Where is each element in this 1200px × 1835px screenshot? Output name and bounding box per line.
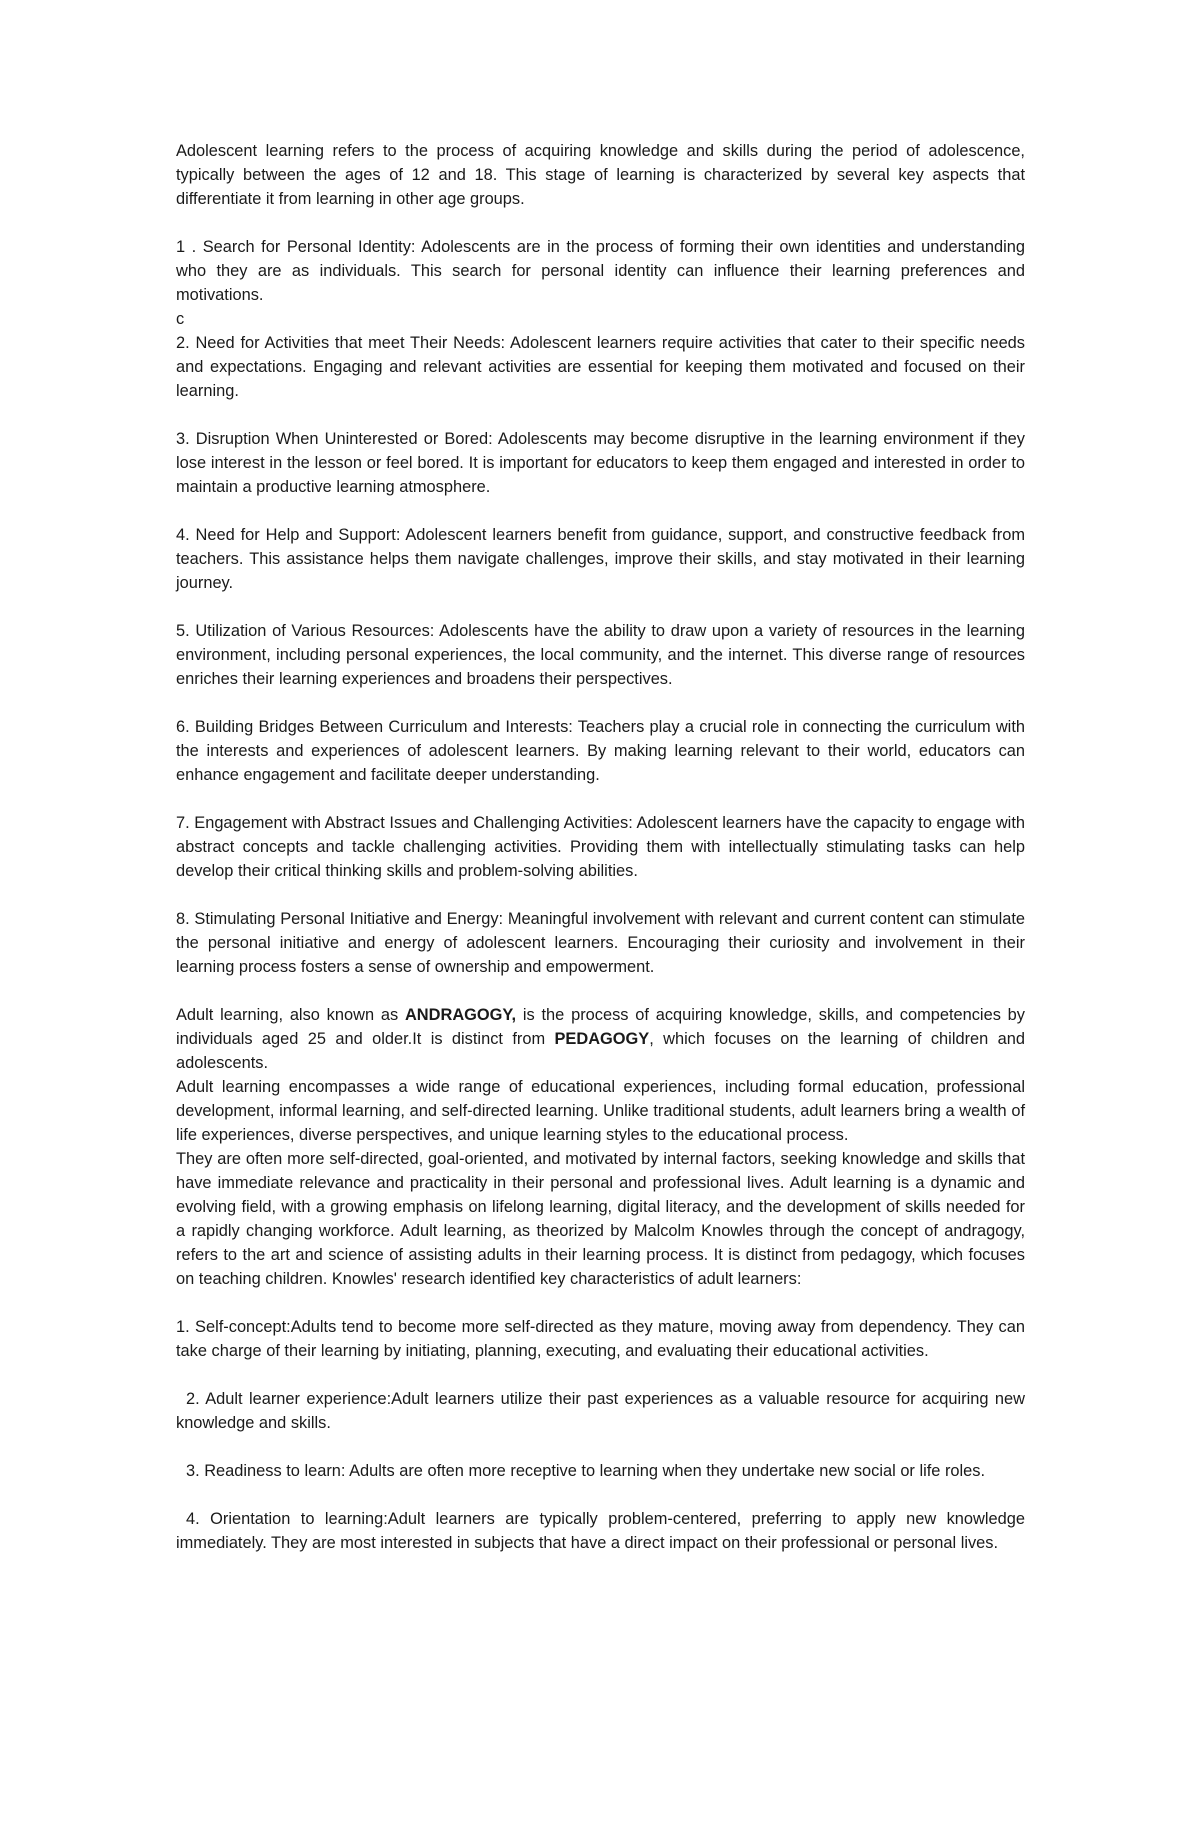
- adolescent-point-5: 5. Utilization of Various Resources: Adolescents have the ability to draw upon a variety of resources in the learning environment, including personal experiences, the local community, and the internet. This diverse range of resources enriches their learning experiences and broadens their perspectives.: [176, 622, 1025, 688]
- adult-point-4: 4. Orientation to learning:Adult learners are typically problem-centered, preferring to apply new knowledge immediately. They are most interested in subjects that have a direct impact on their professional or personal lives.: [176, 1510, 1025, 1552]
- adult-learning-definition: [176, 1003, 1025, 1075]
- adult-def-text-c: , which focuses on the learning of children and adolescents.: [176, 1030, 1025, 1072]
- adolescent-point-7: 7. Engagement with Abstract Issues and Challenging Activities: Adolescent learners have the capacity to engage with abstract concepts and tackle challenging activities. Providing them with intellectually stimulating tasks can help develop their critical thinking skills and problem-solving abilities.: [176, 814, 1025, 880]
- andragogy-term: ANDRAGOGY,: [404, 1006, 517, 1024]
- adult-point-2: 2. Adult learner experience:Adult learners utilize their past experiences as a valuable resource for acquiring new knowledge and skills.: [176, 1390, 1025, 1432]
- adult-point-1: 1. Self-concept:Adults tend to become more self-directed as they mature, moving away from dependency. They can take charge of their learning by initiating, planning, executing, and evaluating their educational activities.: [176, 1318, 1025, 1360]
- adolescent-point-2: 2. Need for Activities that meet Their Needs: Adolescent learners require activities that cater to their specific needs and expectations. Engaging and relevant activities are essential for keeping them motivated and focused on their learning.: [176, 334, 1025, 400]
- adult-def-text-a: Adult learning, also known as: [176, 1006, 405, 1024]
- intro-paragraph: Adolescent learning refers to the process of acquiring knowledge and skills during the period of adolescence, typically between the ages of 12 and 18. This stage of learning is characterized by several key aspects that differentiate it from learning in other age groups.: [176, 142, 1025, 208]
- adolescent-point-4: 4. Need for Help and Support: Adolescent learners benefit from guidance, support, and constructive feedback from teachers. This assistance helps them navigate challenges, improve their skills, and stay motivated in their learning journey.: [176, 526, 1025, 592]
- adult-learning-scope: Adult learning encompasses a wide range of educational experiences, including formal education, professional development, informal learning, and self-directed learning. Unlike traditional students, adult learners bring a wealth of life experiences, diverse perspectives, and unique learning styles to the educational process.: [176, 1078, 1025, 1144]
- adolescent-point-1: 1 . Search for Personal Identity: Adolescents are in the process of forming their own identities and understanding who they are as individuals. This search for personal identity can influence their learning preferences and motivations.: [176, 238, 1025, 304]
- adolescent-point-3: 3. Disruption When Uninterested or Bored: Adolescents may become disruptive in the learning environment if they lose interest in the lesson or feel bored. It is important for educators to keep them engaged and interested in order to maintain a productive learning atmosphere.: [176, 430, 1025, 496]
- adult-point-3: 3. Readiness to learn: Adults are often more receptive to learning when they undertake new social or life roles.: [186, 1462, 986, 1480]
- adolescent-point-8: 8. Stimulating Personal Initiative and Energy: Meaningful involvement with relevant and current content can stimulate the personal initiative and energy of adolescent learners. Encouraging their curiosity and involvement in their learning process fosters a sense of ownership and empowerment.: [176, 910, 1025, 976]
- adult-def-text-b: is the process of acquiring knowledge, skills, and competencies by individuals aged 25 and older.It is distinct from: [176, 1006, 1025, 1048]
- stray-character: c: [176, 310, 185, 328]
- document-page: [176, 139, 1025, 1555]
- adult-learning-characteristics: They are often more self-directed, goal-oriented, and motivated by internal factors, seeking knowledge and skills that have immediate relevance and practicality in their personal and professional lives. Adult learning is a dynamic and evolving field, with a growing emphasis on lifelong learning, digital literacy, and the development of skills needed for a rapidly changing workforce. Adult learning, as theorized by Malcolm Knowles through the concept of andragogy, refers to the art and science of assisting adults in their learning process. It is distinct from pedagogy, which focuses on teaching children. Knowles' research identified key characteristics of adult learners:: [176, 1150, 1025, 1288]
- adolescent-point-6: 6. Building Bridges Between Curriculum and Interests: Teachers play a crucial role in connecting the curriculum with the interests and experiences of adolescent learners. By making learning relevant to their world, educators can enhance engagement and facilitate deeper understanding.: [176, 718, 1025, 784]
- pedagogy-term: PEDAGOGY: [554, 1030, 650, 1048]
